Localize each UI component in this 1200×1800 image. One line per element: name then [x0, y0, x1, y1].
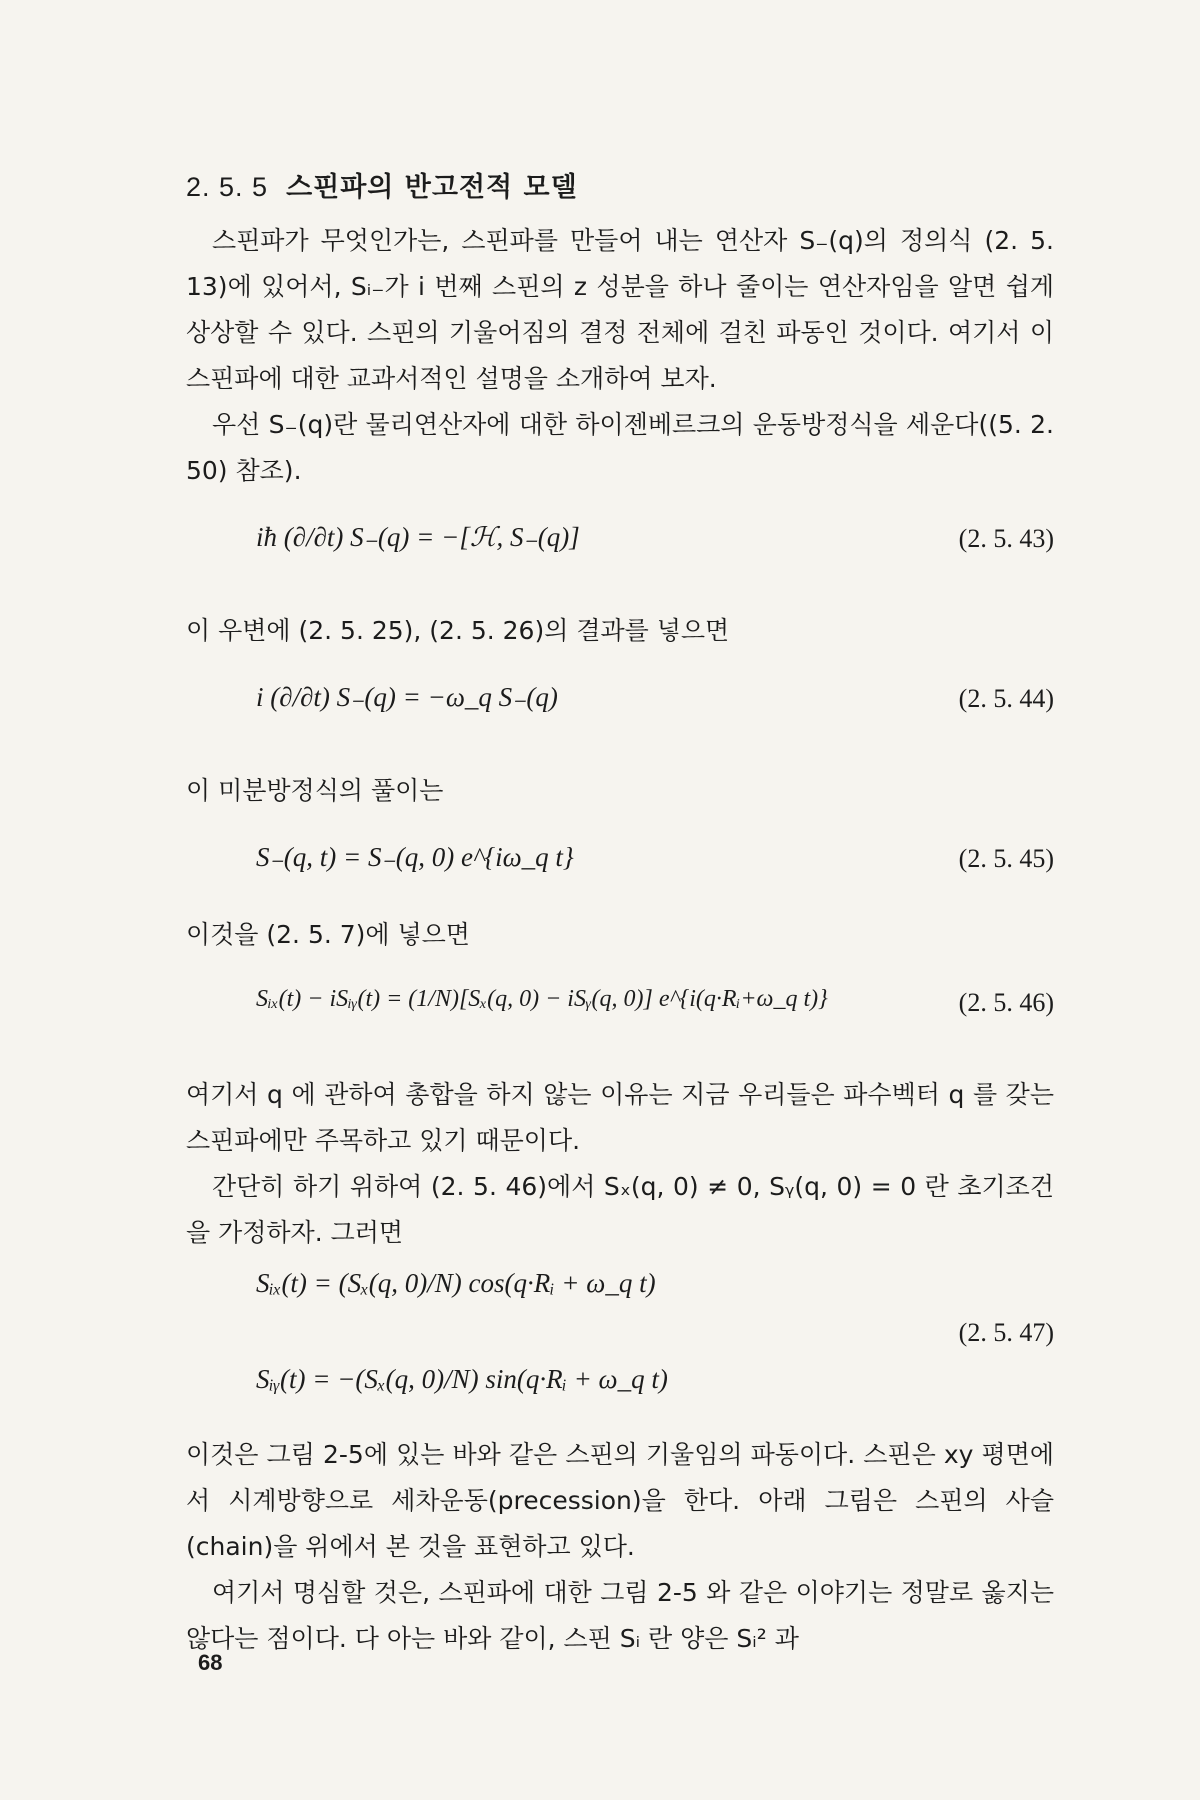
equation-2-5-44 [186, 672, 1054, 750]
equation-expression: i (∂/∂t) S₋(q) = −ω_q S₋(q) [256, 682, 558, 712]
paragraph-substitute: 이 우변에 (2. 5. 25), (2. 5. 26)의 결과를 넣으면 [186, 616, 730, 645]
equation-number: (2. 5. 43) [958, 524, 1054, 553]
section-number: 2. 5. 5 [186, 172, 269, 202]
section-title: 스핀파의 반고전적 모델 [286, 172, 578, 203]
equation-2-5-45 [186, 832, 1054, 894]
equation-number: (2. 5. 46) [958, 988, 1054, 1017]
equation-number: (2. 5. 44) [958, 684, 1054, 713]
page-content [186, 165, 1054, 1662]
equation-2-5-47 [186, 1268, 1054, 1418]
equation-expression-x: Sᵢₓ(t) = (Sₓ(q, 0)/N) cos(q·Rᵢ + ω_q t) [256, 1268, 656, 1298]
page-number: 68 [198, 1650, 223, 1675]
equation-2-5-43 [186, 512, 1054, 590]
equation-expression: iħ (∂/∂t) S₋(q) = −[ℋ, S₋(q)] [256, 522, 580, 552]
paragraph-precession: 이것은 그림 2-5에 있는 바와 같은 스핀의 기울임의 파동이다. 스핀은 xy 평면에서 시계방향으로 세차운동(precession)을 한다. 아래 그림은 스핀의 사슬(chain)을 위에서 본 것을 표현하고 있다. [186, 1440, 1054, 1561]
equation-number: (2. 5. 47) [958, 1318, 1054, 1347]
paragraph-insert: 이것을 (2. 5. 7)에 넣으면 [186, 920, 470, 949]
paragraph-summation: 여기서 q 에 관하여 총합을 하지 않는 이유는 지금 우리들은 파수벡터 q 를 갖는 스핀파에만 주목하고 있기 때문이다. [186, 1080, 1054, 1155]
equation-expression: Sᵢₓ(t) − iSᵢᵧ(t) = (1/N)[Sₓ(q, 0) − iSᵧ(q, 0)] e^{i(q·Rᵢ+ω_q t)} [256, 986, 828, 1012]
paragraph-solution: 이 미분방정식의 풀이는 [186, 776, 444, 805]
section-heading [186, 165, 1054, 204]
paragraph-intro: 스핀파가 무엇인가는, 스핀파를 만들어 내는 연산자 S₋(q)의 정의식 (2. 5. 13)에 있어서, Sᵢ₋가 i 번째 스핀의 z 성분을 하나 줄이는 연산자임을 알면 쉽게 상상할 수 있다. 스핀의 기울어짐의 결정 전체에 걸친 파동인 것이다. 여기서 이 스핀파에 대한 교과서적인 설명을 소개하여 보자. [186, 226, 1054, 393]
paragraph-heisenberg: 우선 S₋(q)란 물리연산자에 대한 하이젠베르크의 운동방정식을 세운다((5. 2. 50) 참조). [186, 410, 1054, 485]
paragraph-caution: 여기서 명심할 것은, 스핀파에 대한 그림 2-5 와 같은 이야기는 정말로 옳지는 않다는 점이다. 다 아는 바와 같이, 스핀 Sᵢ 란 양은 Sᵢ² 과 [186, 1578, 1054, 1653]
equation-2-5-46 [186, 976, 1054, 1054]
paragraph-initial-condition: 간단히 하기 위하여 (2. 5. 46)에서 Sₓ(q, 0) ≠ 0, Sᵧ(q, 0) = 0 란 초기조건을 가정하자. 그러면 [186, 1172, 1054, 1247]
equation-expression: S₋(q, t) = S₋(q, 0) e^{iω_q t} [256, 842, 574, 872]
equation-expression-y: Sᵢᵧ(t) = −(Sₓ(q, 0)/N) sin(q·Rᵢ + ω_q t) [256, 1364, 668, 1394]
equation-number: (2. 5. 45) [958, 844, 1054, 873]
